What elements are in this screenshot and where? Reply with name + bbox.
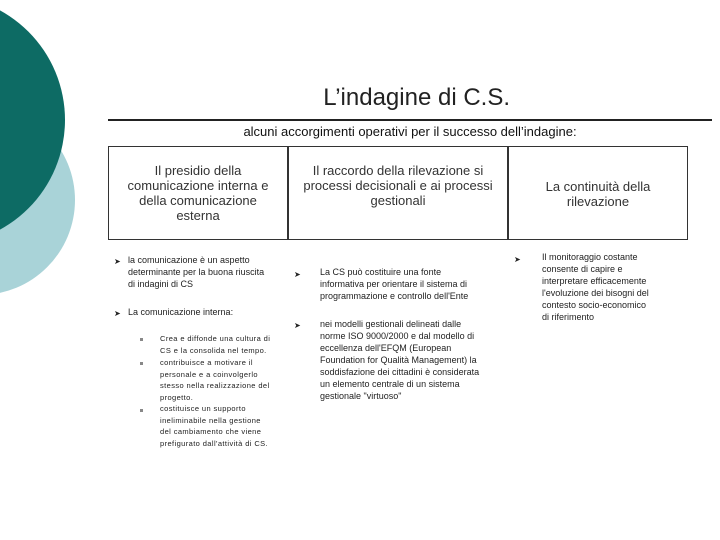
header-line: della comunicazione (139, 193, 257, 208)
sub-bullet-line: ineliminabile nella gestione (160, 415, 261, 425)
sub-bullet-line: stesso nella realizzazione del (160, 381, 270, 390)
header-line: Il raccordo della rilevazione si (312, 163, 484, 178)
bullet-line: contesto socio-economico (542, 300, 647, 310)
column-header-continuita (508, 146, 688, 240)
bullet-line: programmazione e controllo dell'Ente (320, 291, 469, 301)
title-divider (108, 119, 712, 121)
square-bullet-icon (140, 362, 143, 365)
sub-bullet-line: costituisce un supporto (160, 404, 246, 413)
bullet-line: la comunicazione è un aspetto (128, 255, 250, 265)
bullet-line: gestionale "virtuoso" (320, 391, 402, 401)
bullet-line: La comunicazione interna: (128, 307, 234, 317)
bullet-line: Foundation for Qualità Management) la (320, 355, 477, 365)
sub-bullet-text (160, 333, 290, 356)
header-line: esterna (176, 208, 220, 223)
header-line: La continuità della (545, 179, 651, 194)
bullet-text (320, 318, 515, 402)
square-bullet-icon (140, 338, 143, 341)
bullet-line: nei modelli gestionali delineati dalle (320, 319, 462, 329)
bullet-line: l'evoluzione dei bisogni del (542, 288, 649, 298)
sub-bullet-line: contribuisce a motivare il (160, 358, 253, 367)
bullet-line: eccellenza dell'EFQM (European (320, 343, 452, 353)
sub-bullet-line: personale e a coinvolgerlo (160, 369, 258, 379)
sub-bullet-text (160, 403, 295, 449)
arrow-bullet-icon: ➤ (514, 255, 521, 264)
bullet-text (128, 254, 283, 290)
sub-bullet-line: CS e la consolida nel tempo. (160, 345, 267, 355)
sub-bullet-line: prefigurato dall'attività di CS. (160, 438, 269, 448)
bullet-line: consente di capire e (542, 264, 623, 274)
bullet-line: norme ISO 9000/2000 e dal modello di (320, 331, 475, 341)
arrow-bullet-icon: ➤ (114, 309, 121, 318)
bullet-line: soddisfazione dei cittadini è considerata (320, 367, 480, 377)
sub-bullet-text (160, 357, 290, 403)
arrow-bullet-icon: ➤ (294, 270, 301, 279)
sub-bullet-line: Crea e diffonde una cultura di (160, 334, 271, 343)
bullet-line: di indagini di CS (128, 279, 194, 289)
bullet-line: un elemento centrale di un sistema (320, 379, 460, 389)
header-line: rilevazione (566, 194, 630, 209)
slide-title: L’indagine di C.S. (323, 84, 510, 111)
bullet-line: informativa per orientare il sistema di (320, 279, 468, 289)
arrow-bullet-icon: ➤ (294, 321, 301, 330)
bullet-line: interpretare efficacemente (542, 276, 647, 286)
bullet-text (542, 251, 702, 323)
bullet-line: di riferimento (542, 312, 595, 322)
bullet-line: Il monitoraggio costante (542, 252, 638, 262)
bullet-line: determinante per la buona riuscita (128, 267, 265, 277)
header-line: Il presidio della (154, 163, 242, 178)
slide-subtitle: alcuni accorgimenti operativi per il successo dell’indagine: (243, 124, 577, 139)
sub-bullet-line: del cambiamento che viene (160, 427, 262, 436)
sub-bullet-line: progetto. (160, 392, 194, 402)
bullet-line: La CS può costituire una fonte (320, 267, 442, 277)
square-bullet-icon (140, 409, 143, 412)
decorative-circles (0, 0, 120, 320)
arrow-bullet-icon: ➤ (114, 257, 121, 266)
header-line: gestionali (370, 193, 426, 208)
column-header-comunicazione (108, 146, 288, 240)
column-header-raccordo (288, 146, 508, 240)
bullet-text (320, 266, 510, 302)
header-line: processi decisionali e ai processi (303, 178, 493, 193)
bullet-text (128, 306, 288, 318)
header-line: comunicazione interna e (127, 178, 269, 193)
